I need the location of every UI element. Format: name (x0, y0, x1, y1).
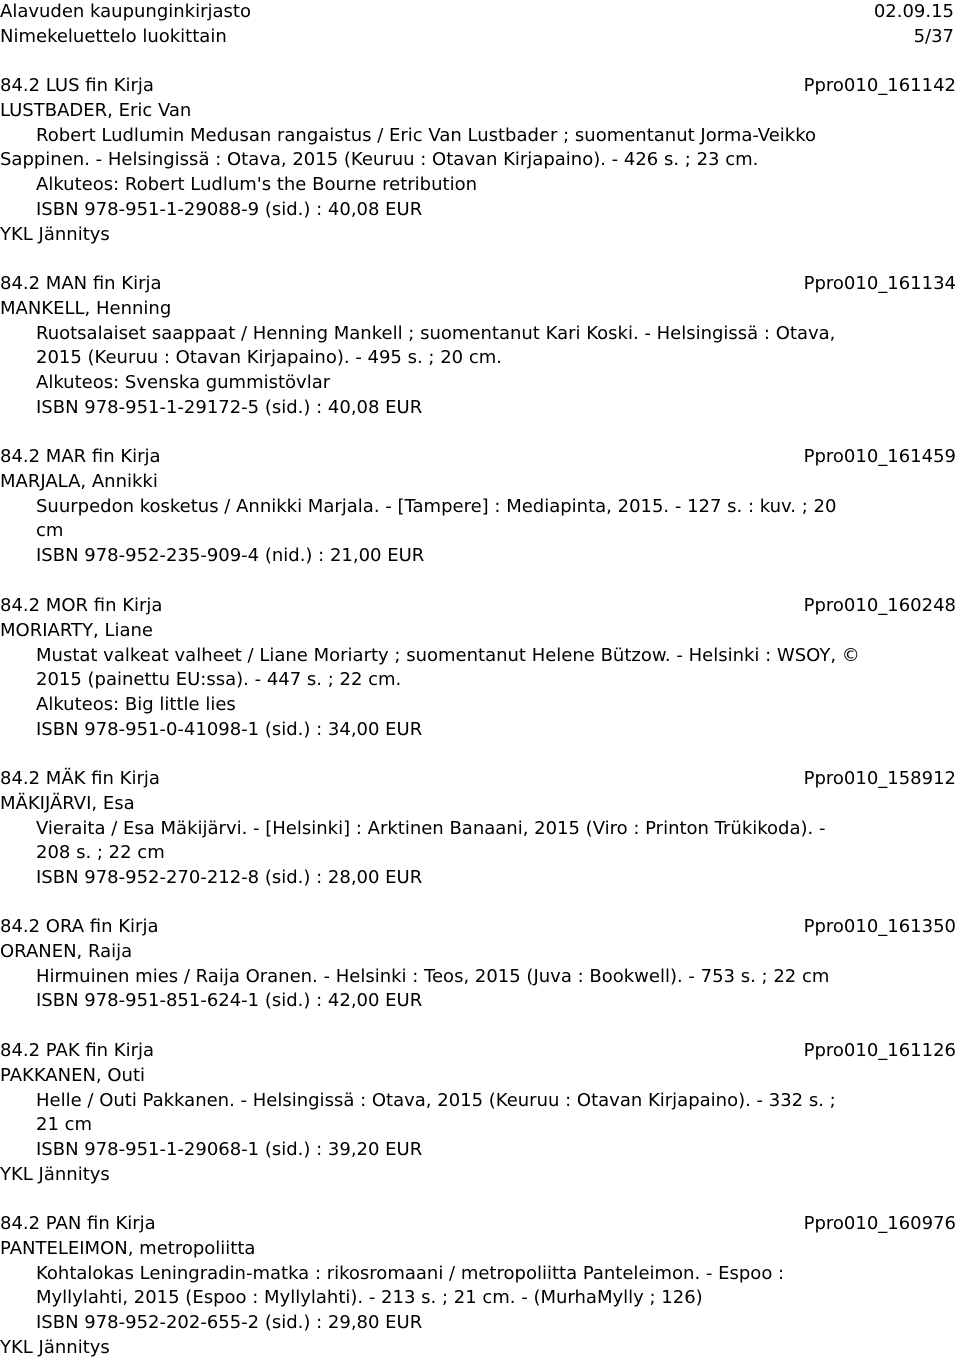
catalogue-record (0, 1212, 960, 1361)
print-date: 02.09.15 (873, 1, 954, 22)
description-line: Myllylahti, 2015 (Espoo : Myllylahti). - 213 s. ; 21 cm. - (MurhaMylly ; 126) (36, 1287, 703, 1309)
classification: 84.2 PAK fin Kirja (0, 1040, 155, 1061)
author: MARJALA, Annikki (0, 470, 158, 492)
catalogue-record (0, 767, 960, 891)
description-line: ISBN 978-952-202-655-2 (sid.) : 29,80 EUR (36, 1312, 423, 1334)
classification: 84.2 LUS fin Kirja (0, 75, 154, 96)
record-id: Ppro010_161126 (803, 1040, 956, 1061)
description-line: 2015 (painettu EU:ssa). - 447 s. ; 22 cm. (36, 669, 402, 691)
author: MORIARTY, Liane (0, 619, 153, 641)
classification: 84.2 ORA fin Kirja (0, 916, 159, 937)
description-line: Alkuteos: Svenska gummistövlar (36, 372, 331, 394)
description-line: ISBN 978-952-270-212-8 (sid.) : 28,00 EUR (36, 867, 423, 889)
record-id: Ppro010_161350 (803, 916, 956, 937)
record-id: Ppro010_161134 (803, 273, 956, 294)
author: LUSTBADER, Eric Van (0, 99, 192, 121)
catalogue-record (0, 272, 960, 421)
list-title: Nimekeluettelo luokittain (0, 25, 227, 47)
description-line: Mustat valkeat valheet / Liane Moriarty ; suomentanut Helene Bützow. - Helsinki : WSOY, © (36, 644, 860, 666)
description-line: Kohtalokas Leningradin-matka : rikosromaani / metropoliitta Panteleimon. - Espoo : (36, 1262, 785, 1284)
catalogue-record (0, 915, 960, 1014)
author: MANKELL, Henning (0, 297, 172, 319)
description-line: Robert Ludlumin Medusan rangaistus / Eric Van Lustbader ; suomentanut Jorma-Veikko (36, 124, 817, 146)
description-line: ISBN 978-951-1-29068-1 (sid.) : 39,20 EUR (36, 1139, 423, 1161)
description-line: Sappinen. - Helsingissä : Otava, 2015 (Keuruu : Otavan Kirjapaino). - 426 s. ; 23 cm. (0, 149, 759, 171)
author: MÄKIJÄRVI, Esa (0, 792, 135, 814)
description-line: 2015 (Keuruu : Otavan Kirjapaino). - 495 s. ; 20 cm. (36, 347, 502, 369)
page-number: 5/37 (913, 25, 954, 47)
classification: 84.2 MOR fin Kirja (0, 595, 163, 616)
description-line: Helle / Outi Pakkanen. - Helsingissä : Otava, 2015 (Keuruu : Otavan Kirjapaino). - 332 s. ; (36, 1089, 836, 1111)
record-id: Ppro010_161459 (803, 446, 956, 467)
author: PAKKANEN, Outi (0, 1064, 146, 1086)
record-id: Ppro010_160248 (803, 595, 956, 616)
subject-heading: YKL Jännitys (0, 1336, 110, 1358)
description-line: Alkuteos: Robert Ludlum's the Bourne retribution (36, 174, 477, 196)
description-line: 21 cm (36, 1114, 93, 1136)
catalogue-record (0, 594, 960, 743)
description-line: ISBN 978-951-851-624-1 (sid.) : 42,00 EUR (36, 990, 423, 1012)
library-name: Alavuden kaupunginkirjasto (0, 1, 251, 22)
classification: 84.2 MAR fin Kirja (0, 446, 161, 467)
record-id: Ppro010_158912 (803, 768, 956, 789)
page-header (0, 0, 960, 50)
classification: 84.2 PAN fin Kirja (0, 1213, 156, 1234)
classification: 84.2 MÄK fin Kirja (0, 768, 160, 789)
record-id: Ppro010_160976 (803, 1213, 956, 1234)
description-line: Ruotsalaiset saappaat / Henning Mankell ; suomentanut Kari Koski. - Helsingissä : Otava, (36, 322, 836, 344)
record-id: Ppro010_161142 (803, 75, 956, 96)
subject-heading: YKL Jännitys (0, 223, 110, 245)
description-line: Alkuteos: Big little lies (36, 694, 236, 716)
catalogue-record (0, 1039, 960, 1188)
description-line: Suurpedon kosketus / Annikki Marjala. - [Tampere] : Mediapinta, 2015. - 127 s. : kuv. ; 20 (36, 495, 837, 517)
description-line: Vieraita / Esa Mäkijärvi. - [Helsinki] : Arktinen Banaani, 2015 (Viro : Printon Trükikoda). - (36, 817, 826, 839)
description-line: ISBN 978-951-0-41098-1 (sid.) : 34,00 EUR (36, 718, 423, 740)
description-line: ISBN 978-951-1-29172-5 (sid.) : 40,08 EUR (36, 396, 423, 418)
description-line: Hirmuinen mies / Raija Oranen. - Helsinki : Teos, 2015 (Juva : Bookwell). - 753 s. ; 22 cm (36, 965, 830, 987)
description-line: 208 s. ; 22 cm (36, 842, 165, 864)
author: ORANEN, Raija (0, 940, 133, 962)
catalogue-record (0, 74, 960, 248)
subject-heading: YKL Jännitys (0, 1163, 110, 1185)
description-line: ISBN 978-952-235-909-4 (nid.) : 21,00 EUR (36, 545, 425, 567)
author: PANTELEIMON, metropoliitta (0, 1237, 256, 1259)
description-line: cm (36, 520, 64, 542)
classification: 84.2 MAN fin Kirja (0, 273, 162, 294)
catalogue-record (0, 445, 960, 569)
description-line: ISBN 978-951-1-29088-9 (sid.) : 40,08 EUR (36, 198, 423, 220)
